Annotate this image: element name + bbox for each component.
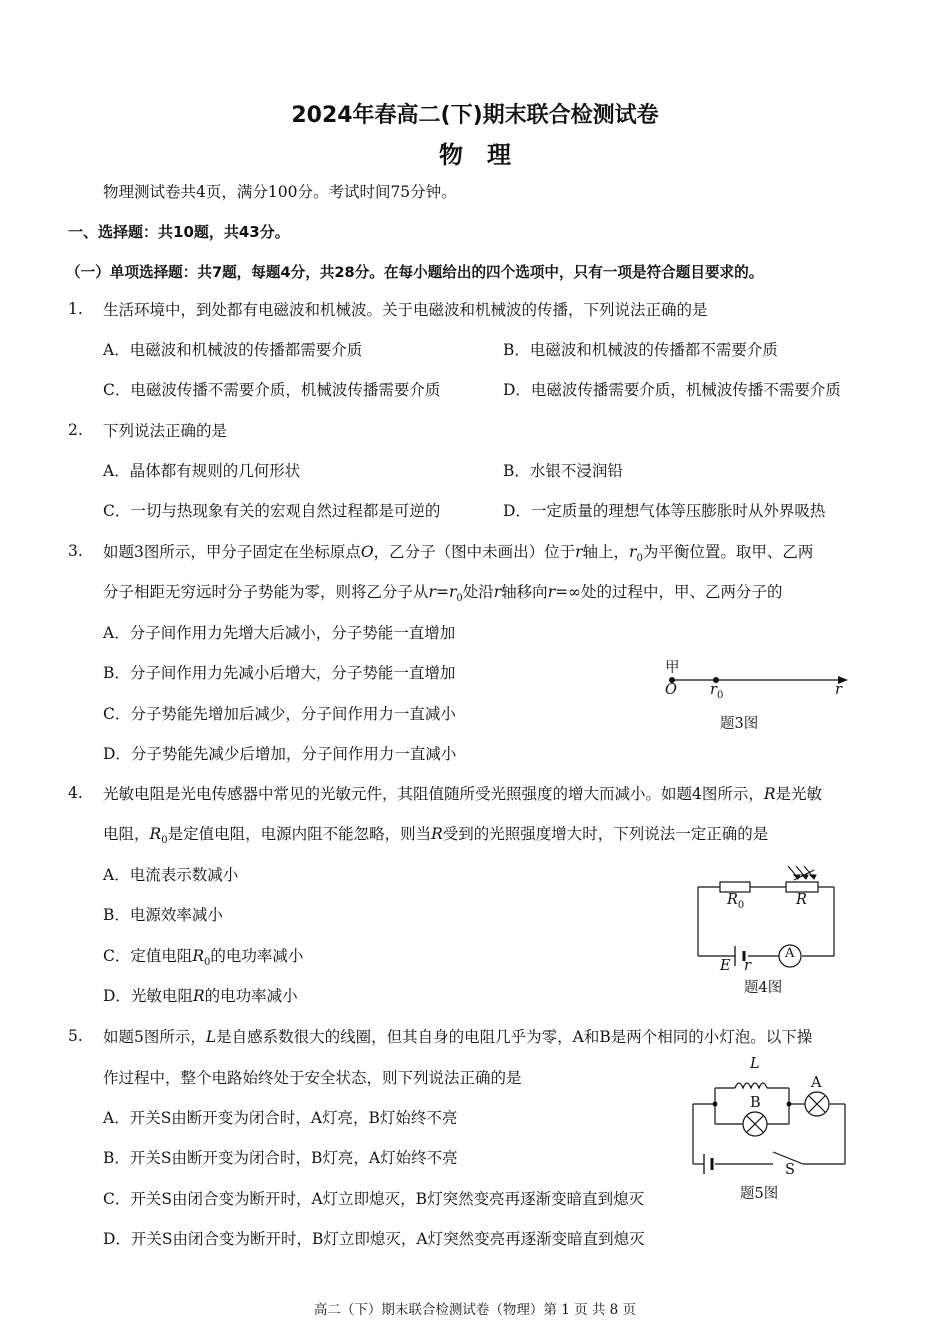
- figure-label-E: E: [720, 958, 731, 974]
- option-d[interactable]: D．光敏电阻R的电功率减小: [103, 987, 298, 1005]
- part-heading: （一）单项选择题：共7题，每题4分，共28分。在每小题给出的四个选项中，只有一项是符合题目要求的。: [66, 264, 764, 281]
- option-c[interactable]: C．定值电阻$R_0$的电功率减小: [103, 947, 304, 969]
- resistor-R0: [720, 882, 750, 892]
- option-b[interactable]: B．水银不浸润铅: [503, 462, 623, 480]
- option-b[interactable]: B．电源效率减小: [103, 906, 223, 924]
- question-number: 1.: [68, 300, 83, 318]
- figure-label-S: S: [785, 1162, 795, 1178]
- figure-5: [685, 1060, 860, 1180]
- question-number: 4.: [68, 784, 83, 802]
- figure-label-R0: $R_0$: [727, 892, 745, 911]
- option-d[interactable]: D．分子势能先减少后增加，分子间作用力一直减小: [103, 745, 457, 763]
- light-arrows: [788, 866, 816, 880]
- figure-label-r: r: [744, 958, 751, 974]
- photoresistor-R: [786, 882, 818, 892]
- subject-title: 物 理: [439, 141, 511, 169]
- figure-caption: 题3图: [720, 716, 759, 732]
- question-stem-line2: 电阻，$R_0$是定值电阻，电源内阻不能忽略，则当R受到的光照强度增大时，下列说法一定正确的是: [103, 825, 769, 847]
- figure-caption: 题5图: [740, 1186, 779, 1202]
- option-c[interactable]: C．电磁波传播不需要介质，机械波传播需要介质: [103, 381, 441, 399]
- inductor-coil: [735, 1083, 767, 1088]
- option-a[interactable]: A．电磁波和机械波的传播都需要介质: [103, 341, 363, 359]
- option-c[interactable]: C．一切与热现象有关的宏观自然过程都是可逆的: [103, 502, 441, 520]
- question-stem: 下列说法正确的是: [103, 422, 228, 440]
- figure-label-A: A: [811, 1075, 822, 1091]
- option-a[interactable]: A．电流表示数减小: [103, 866, 239, 884]
- figure-3: [660, 655, 860, 735]
- option-d[interactable]: D．电磁波传播需要介质，机械波传播不需要介质: [503, 381, 841, 399]
- option-d[interactable]: D．开关S由闭合变为断开时，B灯立即熄灭，A灯突然变亮再逐渐变暗直到熄灭: [103, 1230, 645, 1248]
- figure-caption: 题4图: [744, 980, 783, 996]
- section-heading: 一、选择题：共10题，共43分。: [68, 223, 290, 241]
- figure-label-r0: $r_0$: [710, 682, 724, 701]
- option-a[interactable]: A．晶体都有规则的几何形状: [103, 462, 301, 480]
- option-c[interactable]: C．开关S由闭合变为断开时，A灯立即熄灭，B灯突然变亮再逐渐变暗直到熄灭: [103, 1190, 645, 1208]
- ammeter-label: A: [785, 946, 795, 961]
- option-c[interactable]: C．分子势能先增加后减少，分子间作用力一直减小: [103, 705, 456, 723]
- question-stem-line1: 如题5图所示，L是自感系数很大的线圈，但其自身的电阻几乎为零，A和B是两个相同的小灯泡。以下操: [103, 1028, 813, 1046]
- figure-label-r: r: [835, 682, 842, 698]
- figure-4: [690, 860, 850, 975]
- option-b[interactable]: B．电磁波和机械波的传播都不需要介质: [503, 341, 778, 359]
- question-stem-line1: 如题3图所示，甲分子固定在坐标原点O，乙分子（图中未画出）位于r轴上，$r_0$为平衡位置。取甲、乙两: [103, 543, 814, 565]
- figure-label-B: B: [750, 1095, 761, 1111]
- question-number: 3.: [68, 542, 83, 560]
- option-a[interactable]: A．开关S由断开变为闭合时，A灯亮，B灯始终不亮: [103, 1109, 458, 1127]
- question-stem-line2: 作过程中，整个电路始终处于安全状态，则下列说法正确的是: [103, 1069, 522, 1087]
- question-stem-line1: 光敏电阻是光电传感器中常见的光敏元件，其阻值随所受光照强度的增大而减小。如题4图所示，R是光敏: [103, 785, 823, 803]
- question-number: 2.: [68, 421, 83, 439]
- page-footer: 高二（下）期末联合检测试卷（物理）第 1 页 共 8 页: [313, 1302, 637, 1318]
- question-stem-line2: 分子相距无穷远时分子势能为零，则将乙分子从$r=r_0$处沿r轴移向r=∞处的过程中，甲、乙两分子的: [103, 583, 783, 605]
- figure-label-O: O: [665, 682, 677, 698]
- option-a[interactable]: A．分子间作用力先增大后减小，分子势能一直增加: [103, 624, 456, 642]
- option-b[interactable]: B．开关S由断开变为闭合时，B灯亮，A灯始终不亮: [103, 1149, 458, 1167]
- question-number: 5.: [68, 1027, 83, 1045]
- figure-label-R: R: [796, 892, 807, 908]
- question-stem: 生活环境中，到处都有电磁波和机械波。关于电磁波和机械波的传播，下列说法正确的是: [103, 301, 708, 319]
- figure-label-L: L: [750, 1056, 760, 1072]
- option-b[interactable]: B．分子间作用力先减小后增大，分子势能一直增加: [103, 664, 456, 682]
- figure-label-jia: 甲: [665, 660, 680, 676]
- intro-text: 物理测试卷共4页，满分100分。考试时间75分钟。: [103, 183, 457, 201]
- exam-title: 2024年春高二(下)期末联合检测试卷: [291, 103, 659, 128]
- option-d[interactable]: D．一定质量的理想气体等压膨胀时从外界吸热: [503, 502, 826, 520]
